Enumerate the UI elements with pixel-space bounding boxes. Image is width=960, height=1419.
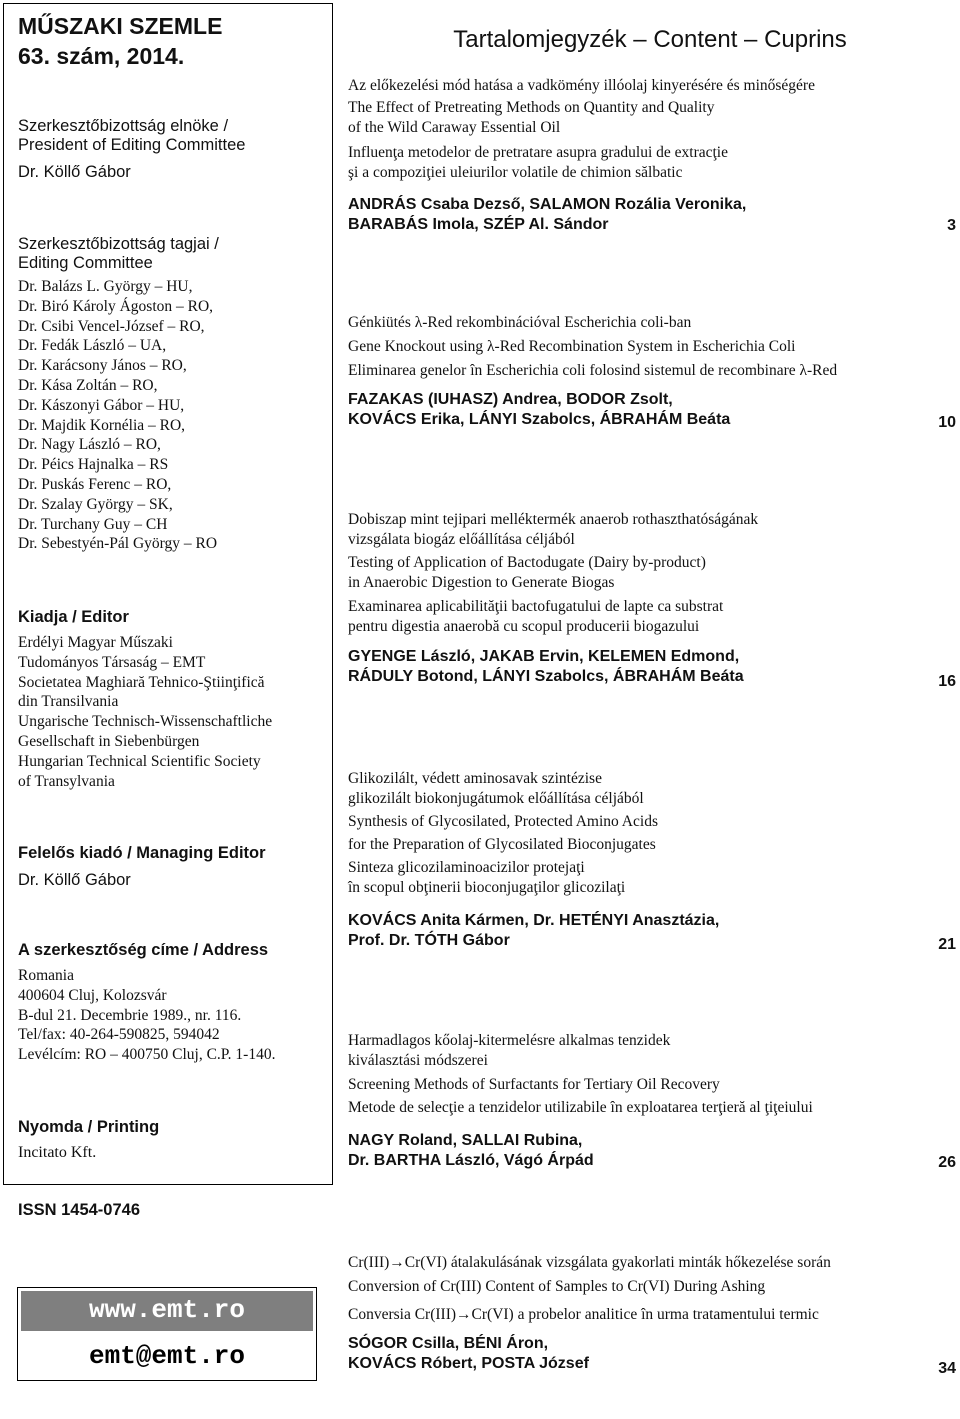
article-title-hu: Génkiütés λ-Red rekombinációval Escherichia coli-ban [348,314,692,331]
article-title-ro: Influenţa metodelor de pretratare asupra gradului de extracţie [348,144,728,161]
journal-issue: 63. szám, 2014. [18,43,185,69]
article-title-hu: glikozilált biokonjugátumok előállítása céljából [348,790,644,807]
toc-entry[interactable] [348,1031,813,1171]
article-title-hu: Az előkezelési mód hatása a vadkömény illóolaj kinyerésére és minőségére [348,77,815,94]
issn: ISSN 1454-0746 [18,1201,141,1219]
printing-heading: Nyomda / Printing [18,1118,160,1136]
article-title-ro: Eliminarea genelor în Escherichia coli folosind sistemul de recombinare λ-Red [348,362,838,379]
toc-entry[interactable] [348,76,815,235]
committee-member: Dr. Nagy László – RO, [18,436,161,454]
committee-member: Dr. Karácsony János – RO, [18,357,187,375]
editor-line: Hungarian Technical Scientific Society [18,752,261,770]
article-page-number: 16 [938,673,956,690]
article-authors: Dr. BARTHA László, Vágó Árpád [348,1152,594,1169]
article-authors: KOVÁCS Róbert, POSTA József [348,1355,589,1372]
article-title-ro: în scopul obţinerii bioconjugaţilor glicozilaţi [348,879,626,896]
address-heading: A szerkesztőség címe / Address [18,941,269,959]
article-title-ro: Sinteza glicozilaminoacizilor protejaţi [348,859,585,876]
editor-lines [18,633,272,791]
toc-entry[interactable] [348,769,719,951]
article-authors: Prof. Dr. TÓTH Gábor [348,932,510,949]
article-page-number: 3 [947,217,956,234]
email-link[interactable]: emt@emt.ro [88,1341,246,1371]
committee-heading-2: Editing Committee [18,254,153,272]
article-title-ro: Metode de selecţie a tenzidelor utilizabile în exploatarea terţieră al ţiţeiului [348,1099,813,1116]
article-authors: SÓGOR Csilla, BÉNI Áron, [348,1335,549,1352]
article-authors: GYENGE László, JAKAB Ervin, KELEMEN Edmond, [348,648,740,665]
editor-heading: Kiadja / Editor [18,608,129,626]
article-title-en: The Effect of Pretreating Methods on Quantity and Quality [348,99,715,116]
article-title-hu: vizsgálata biogáz előállítása céljából [348,531,575,548]
article-title-hu: Glikozilált, védett aminosavak szintézise [348,770,602,787]
president-heading-1: Szerkesztőbizottság elnöke / [18,117,229,135]
article-title-ro: pentru digestia anaerobă cu scopul producerii biogazului [348,618,700,635]
article-title-en: Testing of Application of Bactodugate (Dairy by-product) [348,554,706,571]
president-heading-2: President of Editing Committee [18,136,246,154]
website-link[interactable]: www.emt.ro [88,1295,246,1325]
committee-member: Dr. Puskás Ferenc – RO, [18,475,172,493]
article-title-hu: Harmadlagos kőolaj-kitermelésre alkalmas tenzidek [348,1032,671,1049]
article-title-hu: Cr(III)→Cr(VI) átalakulásának vizsgálata gyakorlati minták hőkezelése során [348,1254,831,1271]
managing-editor-heading: Felelős kiadó / Managing Editor [18,844,266,862]
president-name: Dr. Köllő Gábor [18,163,131,181]
article-page-number: 21 [938,936,956,953]
article-title-en: for the Preparation of Glycosilated Bioconjugates [348,836,656,853]
article-authors: ANDRÁS Csaba Dezső, SALAMON Rozália Veronika, [348,196,747,213]
committee-member: Dr. Fedák László – UA, [18,337,167,355]
article-title-ro: Examinarea aplicabilităţii bactofugatului de lapte ca substrat [348,598,724,615]
address-line: B-dul 21. Decembrie 1989., nr. 116. [18,1006,242,1024]
article-title-hu: Dobiszap mint tejipari melléktermék anaerob rothaszthatóságának [348,511,759,528]
toc-entry[interactable] [348,510,758,687]
committee-member: Dr. Balázs L. György – HU, [18,278,193,295]
article-title-en: Conversion of Cr(III) Content of Samples to Cr(VI) During Ashing [348,1278,766,1295]
article-title-en: of the Wild Caraway Essential Oil [348,119,561,136]
address-line: Tel/fax: 40-264-590825, 594042 [18,1026,220,1044]
address-lines [18,966,275,1065]
editor-line: Erdélyi Magyar Műszaki [18,634,173,651]
toc-entry[interactable] [348,1253,831,1374]
article-title-hu: kiválasztási módszerei [348,1052,488,1069]
article-authors: FAZAKAS (IUHASZ) Andrea, BODOR Zsolt, [348,391,673,408]
committee-member: Dr. Kászonyi Gábor – HU, [18,396,185,414]
journal-title: MŰSZAKI SZEMLE [18,13,223,39]
committee-member: Dr. Csibi Vencel-József – RO, [18,317,205,335]
committee-member: Dr. Majdik Kornélia – RO, [18,416,186,434]
article-authors: BARABÁS Imola, SZÉP Al. Sándor [348,216,609,233]
article-title-en: Synthesis of Glycosilated, Protected Amino Acids [348,813,658,830]
article-title-en: Screening Methods of Surfactants for Tertiary Oil Recovery [348,1076,720,1093]
committee-member: Dr. Sebestyén-Pál György – RO [18,535,218,553]
committee-member: Dr. Biró Károly Ágoston – RO, [18,297,214,315]
address-line: Levélcím: RO – 400750 Cluj, C.P. 1-140. [18,1046,276,1064]
committee-member: Dr. Péics Hajnalka – RS [18,456,169,474]
editor-line: Ungarische Technisch-Wissenschaftliche [18,713,273,731]
article-page-number: 34 [938,1360,956,1377]
article-authors: RÁDULY Botond, LÁNYI Szabolcs, ÁBRAHÁM Beáta [348,668,744,685]
editor-line: Societatea Maghiară Tehnico-Ştiinţifică [18,673,265,691]
editor-line: Gesellschaft in Siebenbürgen [18,732,200,750]
editor-line: Tudományos Társaság – EMT [18,653,206,671]
article-title-en: in Anaerobic Digestion to Generate Biogas [348,574,615,591]
article-title-ro: şi a compoziţiei uleiurilor volatile de chimion sălbatic [348,164,683,181]
article-authors: KOVÁCS Anita Kármen, Dr. HETÉNYI Anasztázia, [348,912,720,929]
article-title-ro: Conversia Cr(III)→Cr(VI) a probelor analitice în urma tratamentului termic [348,1306,819,1323]
editor-line: of Transylvania [18,772,115,790]
article-title-en: Gene Knockout using λ-Red Recombination System in Escherichia Coli [348,338,796,355]
address-line: Romania [18,967,74,984]
toc-title: Tartalomjegyzék – Content – Cuprins [453,26,847,53]
printing-name: Incitato Kft. [18,1144,97,1161]
committee-member: Dr. Szalay György – SK, [18,495,173,513]
committee-member: Dr. Turchany Guy – CH [18,515,168,533]
address-line: 400604 Cluj, Kolozsvár [18,986,167,1004]
managing-editor-name: Dr. Köllő Gábor [18,871,131,889]
article-authors: NAGY Roland, SALLAI Rubina, [348,1132,583,1149]
toc-entry[interactable] [348,313,837,430]
web-box [17,1287,317,1381]
article-authors: KOVÁCS Erika, LÁNYI Szabolcs, ÁBRAHÁM Beáta [348,411,731,428]
committee-member: Dr. Kása Zoltán – RO, [18,376,158,394]
editor-line: din Transilvania [18,693,119,711]
committee-heading-1: Szerkesztőbizottság tagjai / [18,235,219,253]
article-page-number: 10 [938,414,956,431]
committee-member-list [18,277,217,554]
article-page-number: 26 [938,1154,956,1171]
